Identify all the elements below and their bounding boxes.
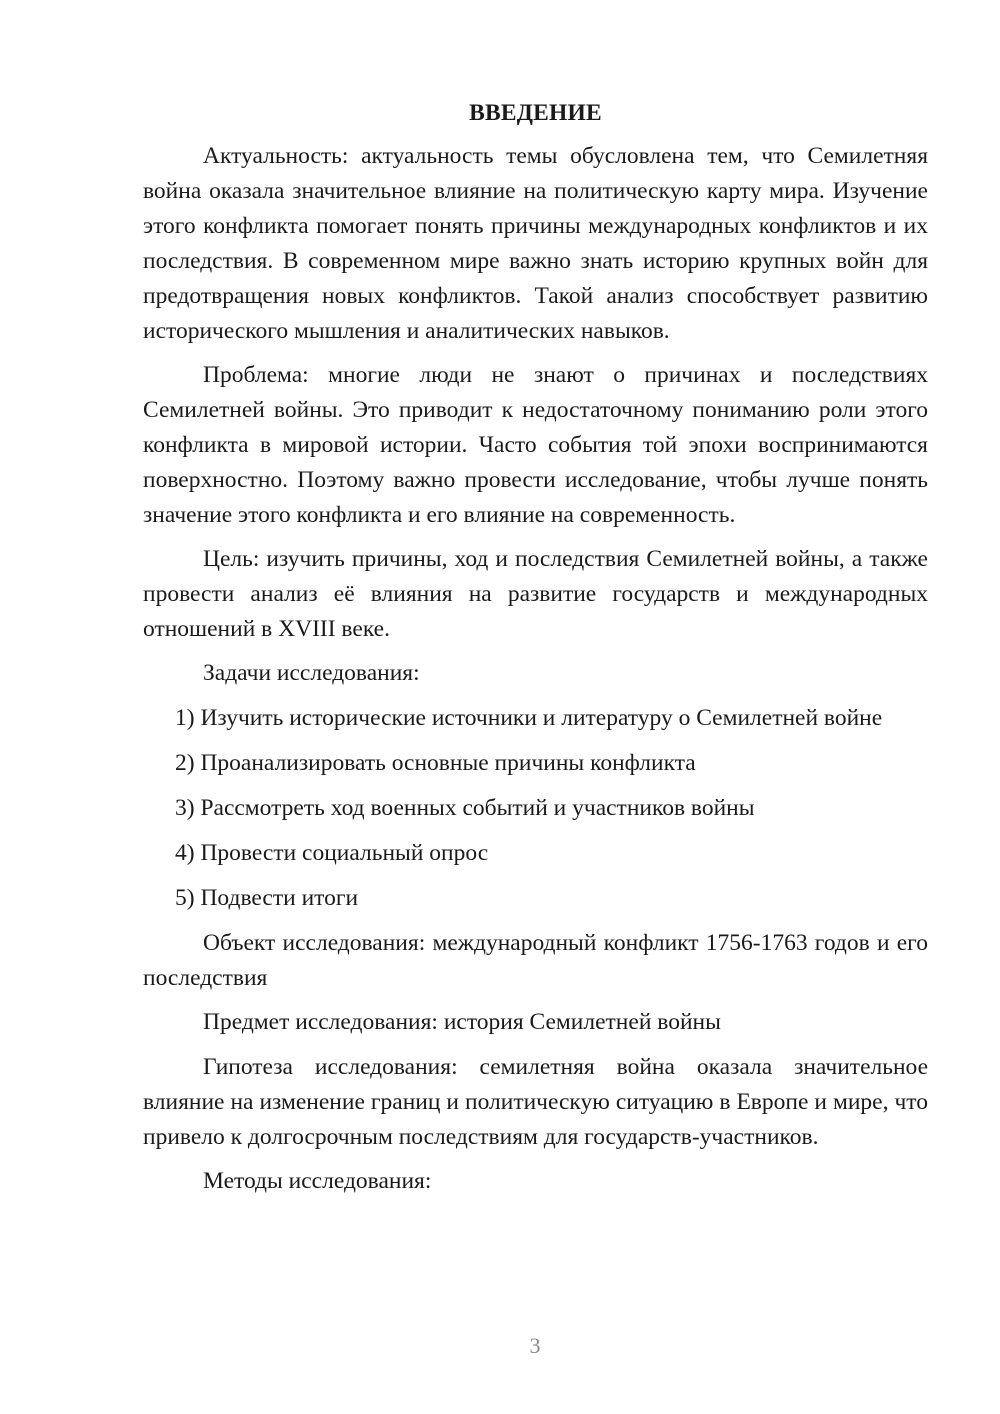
methods-heading: Методы исследования: [203,1168,432,1194]
goal-paragraph: Цель: изучить причины, ход и последствия Семилетней войны, а также провести анализ её влияния на развитие государств и международных отношений в XVIII веке. [143,546,928,642]
list-item: 5) Подвести итоги [175,885,359,911]
tasks-heading: Задачи исследования: [203,660,420,686]
list-item: 2) Проанализировать основные причины конфликта [175,750,696,776]
subject-paragraph: Предмет исследования: история Семилетней войны [203,1009,721,1035]
hypothesis-paragraph: Гипотеза исследования: семилетняя война оказала значительное влияние на изменение границ и политическую ситуацию в Европе и мире, что привело к долгосрочным последствиям для государств-участников. [143,1054,928,1150]
page-content [143,96,928,1209]
object-paragraph: Объект исследования: международный конфликт 1756-1763 годов и его последствия [143,930,928,991]
list-item: 3) Рассмотреть ход военных событий и участников войны [175,795,755,821]
list-item: 1) Изучить исторические источники и литературу о Семилетней войне [175,705,883,731]
page-title: ВВЕДЕНИЕ [469,100,602,126]
relevance-paragraph: Актуальность: актуальность темы обусловлена тем, что Семилетняя война оказала значительное влияние на политическую карту мира. Изучение этого конфликта помогает понять причины международных конфликтов и их последствия. В современном мире важно знать историю крупных войн для предотвращения новых конфликтов. Такой анализ способствует развитию исторического мышления и аналитических навыков. [143,143,928,344]
list-item: 4) Провести социальный опрос [175,840,489,866]
problem-paragraph: Проблема: многие люди не знают о причинах и последствиях Семилетней войны. Это приводит к недостаточному пониманию роли этого конфликта в мировой истории. Часто события той эпохи воспринимаются поверхностно. Поэтому важно провести исследование, чтобы лучше понять значение этого конфликта и его влияние на современность. [143,362,928,528]
tasks-list [143,701,928,916]
page-number: 3 [529,1333,541,1358]
